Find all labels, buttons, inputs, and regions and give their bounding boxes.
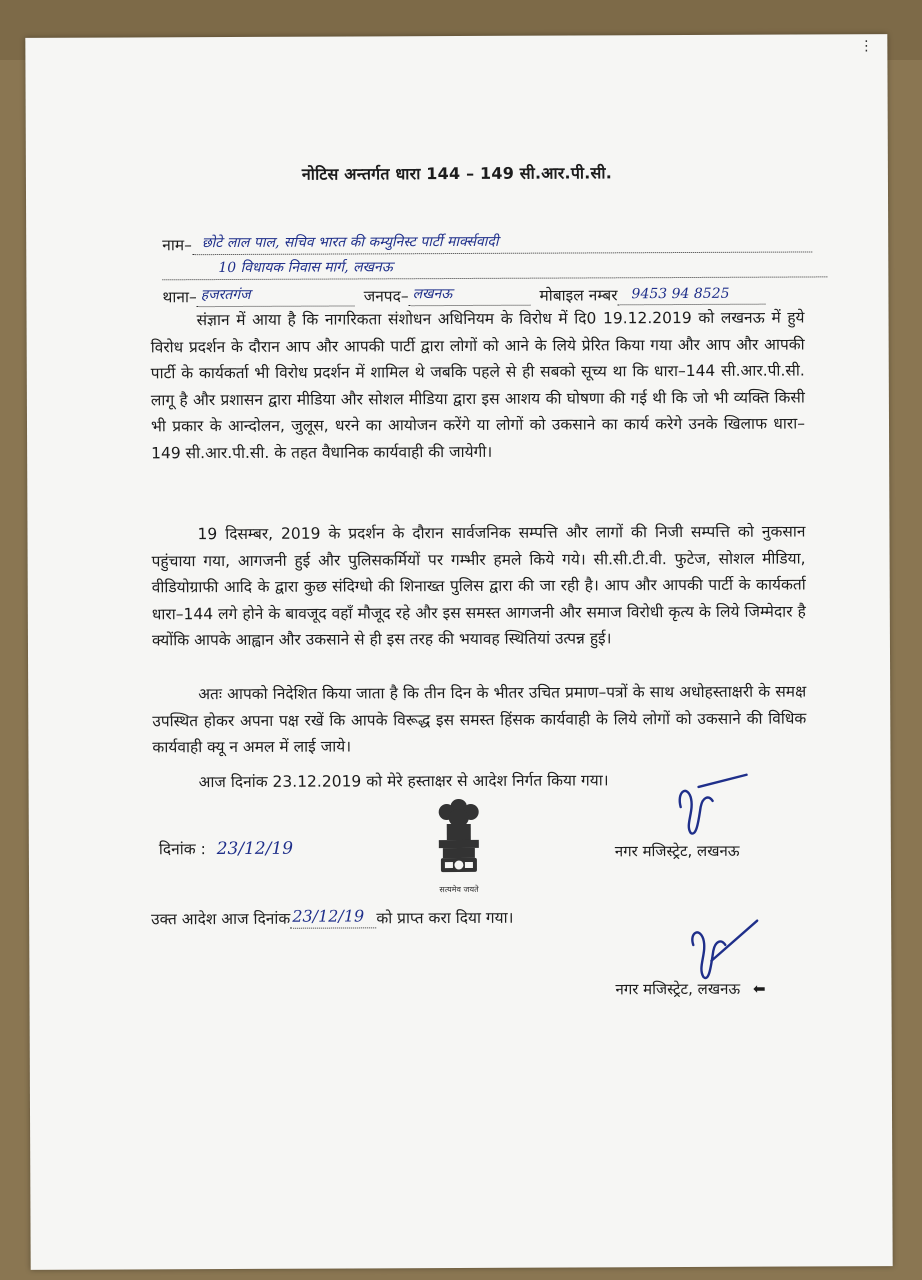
mobile-value: 9453 94 8525: [631, 285, 730, 303]
name-label: नाम–: [162, 236, 192, 255]
address-field: [162, 256, 827, 280]
name-row: [162, 230, 812, 255]
date-label: दिनांक :: [158, 840, 206, 859]
received-suffix: को प्राप्त करा दिया गया।: [376, 908, 514, 928]
paragraph-1: [150, 304, 805, 466]
emblem-caption: सत्यमेव जयते: [439, 884, 479, 895]
signature-1: [669, 767, 759, 847]
mobile-field: [617, 284, 765, 306]
received-date-value: 23/12/19: [292, 906, 365, 926]
janpad-value: लखनऊ: [412, 286, 453, 303]
thana-value: हजरतगंज: [200, 286, 251, 304]
name-field: [192, 231, 812, 255]
paragraph-1-text: संज्ञान में आया है कि नागरिकता संशोधन अधिनियम के विरोध में दि0 19.12.2019 को लखनऊ में हुये विरोध प्रदर्शन के दौरान आप और आपकी पार्टी द्वारा लोगों को आने के लिये प्रेरित किया गया और आप और आपकी पार्टी के कार्यकर्ता भी विरोध प्रदर्शन में शामिल थे जबकि पहले से ही सबको सूच्य था कि धारा–144 सी.आर.पी.सी. लागू है और प्रशासन द्वारा मीडिया और सोशल मीडिया द्वारा इस आशय की घोषणा की गई थी कि जो भी व्यक्ति किसी भी प्रकार के आन्दोलन, जुलूस, धरने का आयोजन करेंगे या लोगों को उकसाने का कार्य करेगे उनके खिलाफ धारा–149 सी.आर.पी.सी. के तहत वैधानिक कार्यवाही की जायेगी।: [150, 308, 806, 462]
date-row: [159, 837, 293, 860]
menu-dots-icon: ⋮: [859, 38, 874, 55]
paragraph-2: [151, 518, 806, 653]
paragraph-2-text: 19 दिसम्बर, 2019 के प्रदर्शन के दौरान सार्वजनिक सम्पत्ति और लागों की निजी सम्पत्ति को नुकसान पहुंचाया गया, आगजनी हुई और पुलिसकर्मियों पर गम्भीर हमले किये गये। सी.सी.टी.वी. फुटेज, सोशल मीडिया, वीडियोग्राफी आदि के द्वारा कुछ संदिग्धो की शिनाख्त पुलिस द्वारा की जा रही है। आप और आपकी पार्टी के कार्यकर्ता धारा–144 लगे होने के बावजूद वहाँ मौजूद रहे और इस समस्त आगजनी और समाज विरोधी कृत्य के लिये जिम्मेदार है क्योंकि आपके आह्वान और उकसाने से ही इस तरह की भयावह स्थितियां उत्पन्न हुई।: [151, 522, 806, 650]
thana-row: [162, 283, 765, 308]
notice-document: [25, 34, 892, 1270]
signatory-2-label: [615, 979, 765, 1000]
thana-field: [197, 285, 355, 307]
arrow-mark-icon: ⬅: [752, 979, 766, 998]
mobile-label: मोबाइल नम्बर: [539, 286, 618, 305]
paragraph-3-text: अतः आपको निदेशित किया जाता है कि तीन दिन के भीतर उचित प्रमाण–पत्रों के साथ अधोहस्ताक्षरी के समक्ष उपस्थित होकर अपना पक्ष रखें कि आपके विरूद्ध इस समस्त हिंसक कार्यवाही के लिये लोगों को उकसाने की विधिक कार्यवाही क्यू न अमल में लाई जाये।: [152, 682, 807, 757]
paragraph-4-text: आज दिनांक 23.12.2019 को मेरे हस्ताक्षर से आदेश निर्गत किया गया।: [198, 771, 609, 792]
address-row: [162, 256, 827, 280]
janpad-field: [409, 285, 531, 307]
signatory-label: नगर मजिस्ट्रेट, लखनऊ: [614, 841, 740, 861]
ashoka-emblem-icon: [429, 796, 489, 884]
received-prefix: उक्त आदेश आज दिनांक: [151, 909, 291, 929]
address-value: 10 विधायक निवास मार्ग, लखनऊ: [218, 259, 393, 277]
received-date-field: [290, 907, 376, 928]
janpad-label: जनपद–: [363, 287, 409, 306]
received-row: [151, 906, 513, 930]
thana-label: थाना–: [162, 288, 197, 307]
paragraph-3: [152, 678, 806, 760]
notice-title: नोटिस अन्तर्गत धारा 144 – 149 सी.आर.पी.सी.: [301, 163, 612, 184]
date-value: 23/12/19: [216, 838, 294, 860]
signatory-2-text: नगर मजिस्ट्रेट, लखनऊ: [615, 979, 741, 999]
name-value: छोटे लाल पाल, सचिव भारत की कम्युनिस्ट पार्टी मार्क्सवादी: [201, 233, 499, 252]
